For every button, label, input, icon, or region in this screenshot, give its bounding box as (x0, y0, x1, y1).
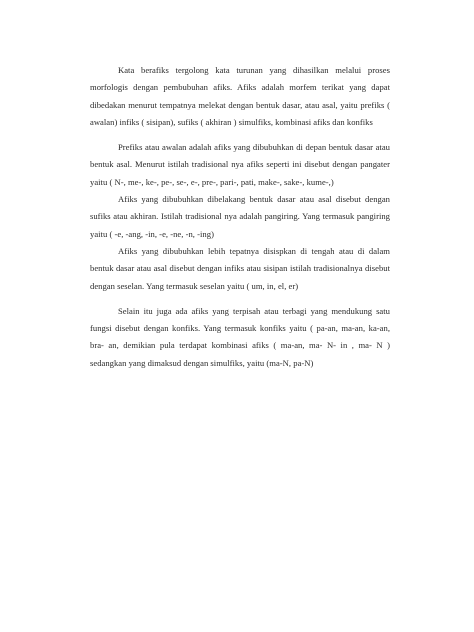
paragraph-intro: Kata berafiks tergolong kata turunan yang dihasilkan melalui proses morfologis dengan pembubuhan afiks. Afiks adalah morfem terikat yang dapat dibedakan menurut tempatnya melekat dengan bentuk dasar, atau asal, yaitu prefiks ( awalan) infiks ( sisipan), sufiks ( akhiran ) simulfiks, kombinasi afiks dan konfiks (90, 65, 390, 127)
paragraph-sufiks: Afiks yang dibubuhkan dibelakang bentuk dasar atau asal disebut dengan sufiks atau akhiran. Istilah tradisional nya adalah pangiring. Yang termasuk pangiring yaitu ( -e, -ang, -in, -e, -ne, -n, -ing) (90, 194, 390, 239)
paragraph-konfiks: Selain itu juga ada afiks yang terpisah atau terbagi yang mendukung satu fungsi disebut dengan konfiks. Yang termasuk konfiks yaitu ( pa-an, ma-an, ka-an, bra- an, demikian pula terdapat kombinasi afiks ( ma-an, ma- N- in , ma- N ) sedangkan yang dimaksud dengan simulfiks, yaitu (ma-N, pa-N) (90, 305, 390, 368)
paragraph-infiks: Afiks yang dibubuhkan lebih tepatnya disispkan di tengah atau di dalam bentuk dasar atau asal disebut dengan infiks atau sisipan istilah tradisionalnya disebut dengan seselan. Yang termasuk seselan yaitu ( um, in, el, er) (90, 245, 390, 291)
body-text (90, 62, 390, 372)
paragraph-prefiks: Prefiks atau awalan adalah afiks yang dibubuhkan di depan bentuk dasar atau bentuk asal. Menurut istilah tradisional nya afiks seperti ini disebut dengan pangater yaitu ( N-, me-, ke-, pe-, se-, e-, pre-, pari-, pati, make-, sake-, kume-,) (90, 142, 390, 187)
